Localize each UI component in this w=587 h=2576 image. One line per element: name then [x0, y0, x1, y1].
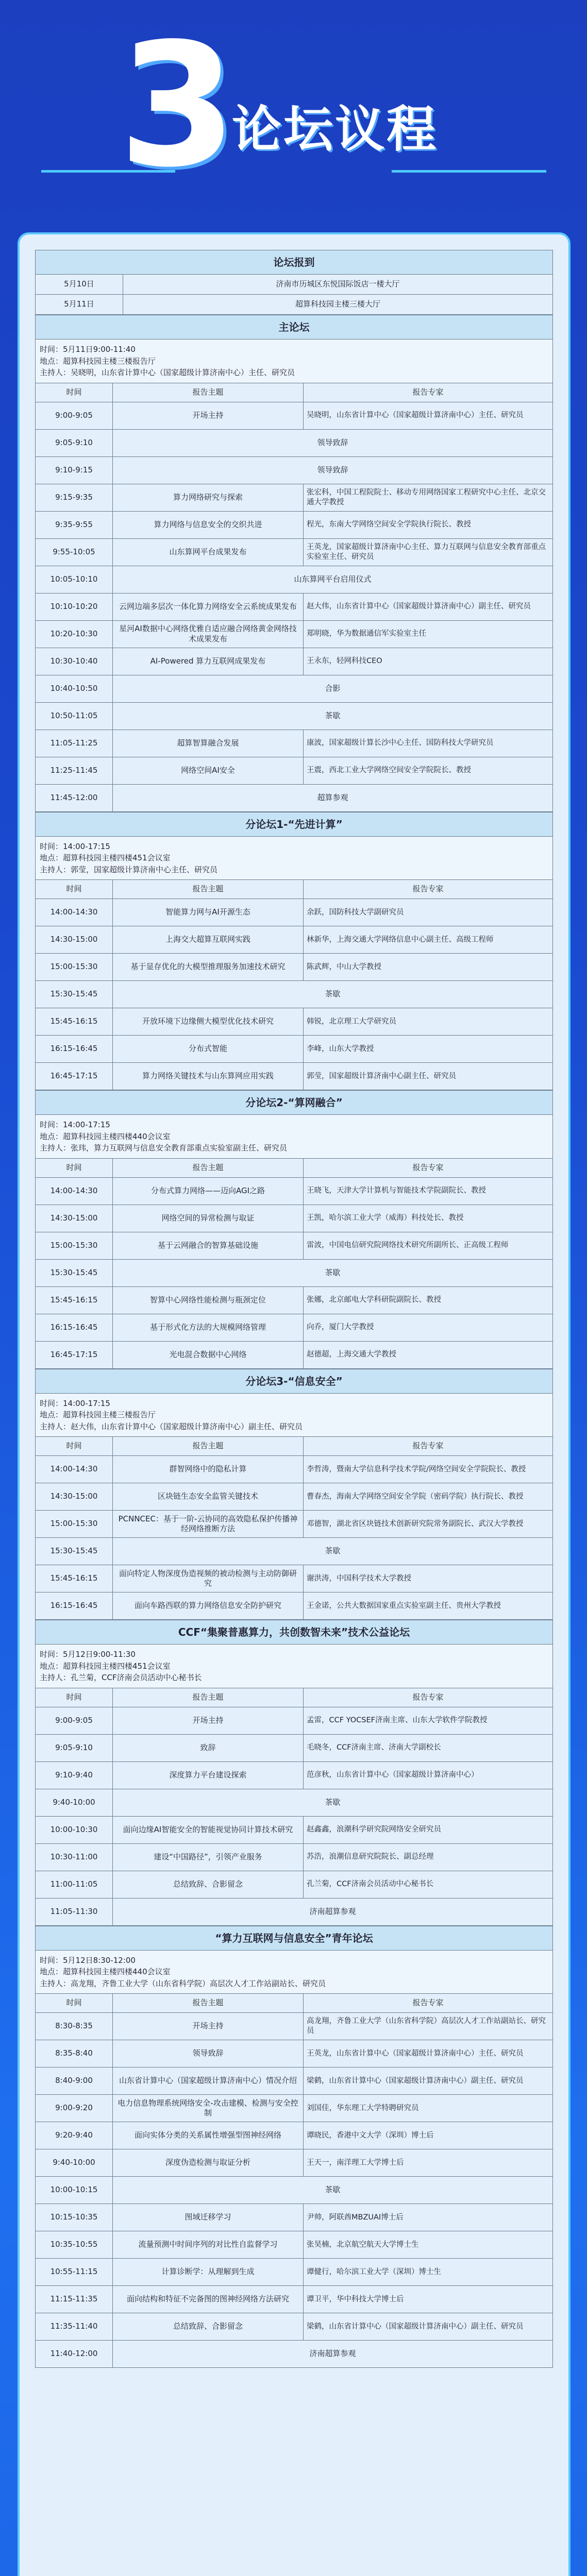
agenda-topic: 总结致辞、合影留念 [113, 1871, 304, 1898]
column-header: 报告专家 [304, 1994, 553, 2013]
agenda-topic: 面向特定人物深度伪造视频的被动检测与主动防御研究 [113, 1565, 304, 1592]
agenda-topic: 开场主持 [113, 402, 304, 429]
agenda-row [36, 511, 553, 538]
agenda-time: 15:00-15:30 [36, 1232, 113, 1259]
agenda-time: 10:00-10:15 [36, 2177, 113, 2204]
agenda-row [36, 648, 553, 675]
agenda-time: 11:00-11:05 [36, 1871, 113, 1898]
agenda-time: 11:05-11:25 [36, 730, 113, 757]
agenda-time: 9:40-10:00 [36, 2149, 113, 2177]
column-header: 报告主题 [113, 1994, 304, 2013]
agenda-topic: 致辞 [113, 1734, 304, 1761]
column-header: 报告主题 [113, 1437, 304, 1456]
agenda-topic: 算力网络关键技术与山东算网应用实践 [113, 1063, 304, 1090]
agenda-time: 16:45-17:15 [36, 1063, 113, 1090]
agenda-topic: 分布式算力网络——迈向AGI之路 [113, 1177, 304, 1205]
agenda-speaker: 雷波，中国电信研究院网络技术研究所副所长、正高级工程师 [304, 1232, 553, 1259]
agenda-time: 9:00-9:05 [36, 402, 113, 429]
section-info [36, 1950, 553, 1994]
agenda-topic: 面向结构和特征不完备图的图神经网络方法研究 [113, 2286, 304, 2313]
agenda-row [36, 484, 553, 511]
agenda-item: 茶歇 [113, 702, 553, 730]
agenda-row [36, 429, 553, 456]
agenda-time: 9:35-9:55 [36, 511, 113, 538]
section-title: “算力互联网与信息安全”青年论坛 [36, 1926, 553, 1950]
agenda-speaker: 赵鑫鑫，浪潮科学研究院网络安全研究员 [304, 1816, 553, 1843]
agenda-speaker: 林新华，上海交通大学网络信息中心副主任、高级工程师 [304, 926, 553, 954]
agenda-topic: 面向边缘AI智能安全的智能视觉协同计算技术研究 [113, 1816, 304, 1843]
agenda-topic: 深度伪造检测与取证分析 [113, 2149, 304, 2177]
agenda-time: 8:40-9:00 [36, 2067, 113, 2095]
checkin-title: 论坛报到 [36, 250, 553, 275]
agenda-topic: 算力网络与信息安全的交织共进 [113, 511, 304, 538]
agenda-time: 9:10-9:40 [36, 1761, 113, 1789]
section-info-line: 主持人：吴晓明，山东省计算中心（国家超级计算济南中心）主任、研究员 [40, 368, 295, 377]
checkin-table [35, 250, 553, 315]
agenda-topic: 光电混合数据中心网络 [113, 1341, 304, 1368]
agenda-row [36, 2149, 553, 2177]
agenda-time: 9:10-9:15 [36, 456, 113, 484]
agenda-row [36, 2341, 553, 2368]
agenda-row [36, 784, 553, 811]
agenda-row [36, 1008, 553, 1036]
agenda-row [36, 1592, 553, 1620]
column-header: 报告主题 [113, 880, 304, 899]
agenda-topic: 智能算力网与AI开源生态 [113, 899, 304, 926]
agenda-speaker: 郭莹，国家超级计算济南中心副主任、研究员 [304, 1063, 553, 1090]
agenda-time: 14:00-14:30 [36, 899, 113, 926]
checkin-date: 5月10日 [36, 275, 123, 295]
agenda-row [36, 1483, 553, 1511]
agenda-row [36, 1734, 553, 1761]
agenda-topic: 图域迁移学习 [113, 2204, 304, 2231]
agenda-time: 9:55-10:05 [36, 538, 113, 566]
agenda-topic: 网络空间的异常检测与取证 [113, 1205, 304, 1232]
agenda-time: 10:00-10:30 [36, 1816, 113, 1843]
agenda-section-table [35, 1090, 553, 1369]
agenda-speaker: 王晓飞，天津大学计算机与智能技术学院副院长、教授 [304, 1177, 553, 1205]
agenda-time: 10:35-10:55 [36, 2231, 113, 2259]
agenda-row [36, 1341, 553, 1368]
agenda-time: 10:50-11:05 [36, 702, 113, 730]
agenda-speaker: 王凯，哈尔滨工业大学（威海）科技处长、教授 [304, 1205, 553, 1232]
agenda-speaker: 梁鹤，山东省计算中心（国家超级计算济南中心）副主任、研究员 [304, 2067, 553, 2095]
agenda-topic: 云网边端多层次一体化算力网络安全云系统成果发布 [113, 593, 304, 620]
agenda-time: 8:35-8:40 [36, 2040, 113, 2067]
agenda-item: 茶歇 [113, 1789, 553, 1816]
agenda-row [36, 1538, 553, 1565]
agenda-time: 8:30-8:35 [36, 2013, 113, 2040]
agenda-topic: 群智网络中的隐私计算 [113, 1456, 304, 1483]
agenda-speaker: 谭晓民，香港中文大学（深圳）博士后 [304, 2122, 553, 2149]
agenda-row [36, 981, 553, 1008]
agenda-topic: 开场主持 [113, 2013, 304, 2040]
agenda-topic: 计算诊断学：从理解到生成 [113, 2259, 304, 2286]
agenda-time: 15:30-15:45 [36, 1538, 113, 1565]
section-info-line: 主持人：张玮，算力互联网与信息安全教育部重点实验室副主任、研究员 [40, 1143, 288, 1153]
column-header: 时间 [36, 1158, 113, 1177]
agenda-time: 9:00-9:20 [36, 2095, 113, 2122]
section-info [36, 340, 553, 383]
agenda-time: 9:00-9:05 [36, 1707, 113, 1734]
agenda-speaker: 韩锐，北京理工大学研究员 [304, 1008, 553, 1036]
agenda-item: 领导致辞 [113, 456, 553, 484]
agenda-time: 10:05-10:10 [36, 566, 113, 593]
agenda-time: 15:00-15:30 [36, 1511, 113, 1538]
agenda-row [36, 402, 553, 429]
column-header: 报告主题 [113, 1688, 304, 1707]
column-header: 时间 [36, 1994, 113, 2013]
agenda-time: 15:30-15:45 [36, 1259, 113, 1286]
agenda-row [36, 1314, 553, 1341]
column-header: 时间 [36, 880, 113, 899]
agenda-row [36, 1286, 553, 1314]
column-header: 报告专家 [304, 880, 553, 899]
agenda-time: 10:30-11:00 [36, 1843, 113, 1871]
agenda-topic: PCNNCEC：基于一阶-云协同的高效隐私保护传播神经网络推断方法 [113, 1511, 304, 1538]
section-info-line: 地点：超算科技园主楼三楼报告厅 [40, 356, 156, 366]
agenda-time: 14:30-15:00 [36, 1483, 113, 1511]
agenda-time: 11:05-11:30 [36, 1898, 113, 1925]
section-info-line: 地点：超算科技园主楼四楼440会议室 [40, 1967, 171, 1976]
agenda-row [36, 2204, 553, 2231]
section-info-line: 时间：5月12日9:00-11:30 [40, 1650, 136, 1659]
agenda-time: 15:45-16:15 [36, 1565, 113, 1592]
decorative-line [392, 170, 546, 173]
agenda-section-table [35, 315, 553, 812]
agenda-time: 11:45-12:00 [36, 784, 113, 811]
agenda-time: 16:15-16:45 [36, 1592, 113, 1620]
section-info-line: 时间：5月12日8:30-12:00 [40, 1955, 136, 1965]
agenda-row [36, 1259, 553, 1286]
agenda-time: 9:15-9:35 [36, 484, 113, 511]
agenda-topic: 超算智算融合发展 [113, 730, 304, 757]
section-info [36, 836, 553, 880]
agenda-section-table [35, 1620, 553, 1926]
agenda-time: 10:10-10:20 [36, 593, 113, 620]
agenda-topic: 基于云网融合的智算基础设施 [113, 1232, 304, 1259]
column-header: 报告主题 [113, 383, 304, 402]
column-header: 报告专家 [304, 1437, 553, 1456]
header-banner [0, 0, 587, 205]
column-header: 报告专家 [304, 383, 553, 402]
agenda-item: 领导致辞 [113, 429, 553, 456]
agenda-speaker: 向乔，厦门大学教授 [304, 1314, 553, 1341]
agenda-time: 10:40-10:50 [36, 675, 113, 702]
agenda-row [36, 593, 553, 620]
agenda-row [36, 2013, 553, 2040]
agenda-topic: 分布式智能 [113, 1036, 304, 1063]
column-header: 报告专家 [304, 1688, 553, 1707]
agenda-row [36, 1843, 553, 1871]
agenda-time: 9:05-9:10 [36, 1734, 113, 1761]
section-info-line: 地点：超算科技园主楼四楼440会议室 [40, 1131, 171, 1141]
agenda-speaker: 王永东，轻网科技CEO [304, 648, 553, 675]
agenda-speaker: 康波，国家超级计算长沙中心主任、国防科技大学研究员 [304, 730, 553, 757]
agenda-row [36, 1871, 553, 1898]
agenda-row [36, 2122, 553, 2149]
agenda-row [36, 954, 553, 981]
agenda-speaker: 王天一，南洋理工大学博士后 [304, 2149, 553, 2177]
agenda-topic: 基于形式化方法的大规模网络管理 [113, 1314, 304, 1341]
section-title: 分论坛3-“信息安全” [36, 1369, 553, 1393]
section-info [36, 1115, 553, 1159]
agenda-speaker: 刘国佳，华东理工大学特聘研究员 [304, 2095, 553, 2122]
agenda-row [36, 899, 553, 926]
agenda-speaker: 王金诺，公共大数据国家重点实验室副主任、贵州大学教授 [304, 1592, 553, 1620]
agenda-time: 16:15-16:45 [36, 1036, 113, 1063]
agenda-topic: 开放环境下边缘侧大模型优化技术研究 [113, 1008, 304, 1036]
agenda-time: 14:30-15:00 [36, 926, 113, 954]
agenda-time: 11:40-12:00 [36, 2341, 113, 2368]
agenda-topic: 面向实体分类的关系属性增强型图神经网络 [113, 2122, 304, 2149]
agenda-row [36, 702, 553, 730]
agenda-time: 15:45-16:15 [36, 1286, 113, 1314]
agenda-speaker: 曹春杰，海南大学网络空间安全学院（密码学院）执行院长、教授 [304, 1483, 553, 1511]
agenda-topic: 深度算力平台建设探索 [113, 1761, 304, 1789]
section-title: 分论坛2-“算网融合” [36, 1091, 553, 1115]
section-info [36, 1645, 553, 1688]
agenda-row [36, 1177, 553, 1205]
section-info-line: 时间：14:00-17:15 [40, 1120, 110, 1129]
agenda-speaker: 赵德超，上海交通大学教授 [304, 1341, 553, 1368]
agenda-time: 11:25-11:45 [36, 757, 113, 784]
agenda-speaker: 谭卫平，华中科技大学博士后 [304, 2286, 553, 2313]
agenda-row [36, 1707, 553, 1734]
section-info-line: 地点：超算科技园主楼三楼报告厅 [40, 1410, 156, 1419]
agenda-row [36, 456, 553, 484]
agenda-topic: 面向车路西联的算力网络信息安全防护研究 [113, 1592, 304, 1620]
agenda-topic: 基于显存优化的大模型推理服务加速技术研究 [113, 954, 304, 981]
agenda-topic: 山东省计算中心（国家超级计算济南中心）情况介绍 [113, 2067, 304, 2095]
column-header: 报告专家 [304, 1158, 553, 1177]
section-title: 主论坛 [36, 315, 553, 340]
agenda-row [36, 2067, 553, 2095]
agenda-section-table [35, 1369, 553, 1620]
agenda-section-table [35, 1926, 553, 2368]
column-header: 报告主题 [113, 1158, 304, 1177]
agenda-time: 10:55-11:15 [36, 2259, 113, 2286]
column-header: 时间 [36, 1688, 113, 1707]
checkin-date: 5月11日 [36, 295, 123, 315]
agenda-time: 10:20-10:30 [36, 620, 113, 648]
agenda-time: 9:05-9:10 [36, 429, 113, 456]
agenda-row [36, 1761, 553, 1789]
agenda-row [36, 2231, 553, 2259]
agenda-topic: 区块链生态安全监管关键技术 [113, 1483, 304, 1511]
agenda-item: 茶歇 [113, 1538, 553, 1565]
agenda-speaker: 张娜，北京邮电大学科研院副院长、教授 [304, 1286, 553, 1314]
agenda-topic: 总结致辞、合影留念 [113, 2313, 304, 2341]
agenda-speaker: 王英龙，山东省计算中心（国家超级计算济南中心）主任、研究员 [304, 2040, 553, 2067]
agenda-speaker: 孔兰菊，CCF济南会员活动中心秘书长 [304, 1871, 553, 1898]
agenda-topic: AI-Powered 算力互联网成果发布 [113, 648, 304, 675]
agenda-item: 超算参观 [113, 784, 553, 811]
agenda-row [36, 1205, 553, 1232]
agenda-speaker: 梁鹤，山东省计算中心（国家超级计算济南中心）副主任、研究员 [304, 2313, 553, 2341]
agenda-speaker: 郑明晓，华为数据通信军实验室主任 [304, 620, 553, 648]
agenda-row [36, 926, 553, 954]
section-info-line: 主持人：高龙翔，齐鲁工业大学（山东省科学院）高层次人才工作站副站长、研究员 [40, 1978, 326, 1988]
section-info [36, 1393, 553, 1437]
section-info-line: 主持人：郭莹，国家超级计算济南中心主任、研究员 [40, 865, 218, 874]
agenda-item: 茶歇 [113, 2177, 553, 2204]
agenda-row [36, 757, 553, 784]
agenda-speaker: 毛晓冬，CCF济南主席、济南大学副校长 [304, 1734, 553, 1761]
section-info-line: 地点：超算科技园主楼四楼451会议室 [40, 853, 171, 862]
agenda-speaker: 吴晓明，山东省计算中心（国家超级计算济南中心）主任、研究员 [304, 402, 553, 429]
agenda-row [36, 1456, 553, 1483]
agenda-time: 16:45-17:15 [36, 1341, 113, 1368]
agenda-row [36, 2095, 553, 2122]
agenda-speaker: 程光，东南大学网络空间安全学院执行院长、教授 [304, 511, 553, 538]
agenda-row [36, 538, 553, 566]
agenda-speaker: 陈武辉，中山大学教授 [304, 954, 553, 981]
agenda-topic: 算力网络研究与探索 [113, 484, 304, 511]
agenda-item: 济南超算参观 [113, 2341, 553, 2368]
agenda-topic: 智算中心网络性能检测与瓶颈定位 [113, 1286, 304, 1314]
agenda-time: 15:00-15:30 [36, 954, 113, 981]
agenda-time: 9:40-10:00 [36, 1789, 113, 1816]
agenda-speaker: 范彦秋，山东省计算中心（国家超级计算济南中心） [304, 1761, 553, 1789]
agenda-topic: 领导致辞 [113, 2040, 304, 2067]
agenda-row [36, 2259, 553, 2286]
agenda-speaker: 余跃，国防科技大学副研究员 [304, 899, 553, 926]
agenda-row [36, 1898, 553, 1925]
agenda-row [36, 2040, 553, 2067]
agenda-speaker: 谭健行，哈尔滨工业大学（深圳）博士生 [304, 2259, 553, 2286]
agenda-speaker: 赵大伟，山东省计算中心（国家超级计算济南中心）副主任、研究员 [304, 593, 553, 620]
page-title: 论坛议程 [232, 100, 438, 158]
agenda-time: 11:15-11:35 [36, 2286, 113, 2313]
agenda-time: 11:35-11:40 [36, 2313, 113, 2341]
agenda-speaker: 孟雷，CCF YOCSEF济南主席、山东大学软件学院教授 [304, 1707, 553, 1734]
agenda-row [36, 1789, 553, 1816]
agenda-speaker: 张昊楠，北京航空航天大学博士生 [304, 2231, 553, 2259]
agenda-topic: 建设“中国路径”，引领产业服务 [113, 1843, 304, 1871]
agenda-time: 14:00-14:30 [36, 1456, 113, 1483]
agenda-topic: 电力信息物理系统网络安全-攻击建模、检测与安全控制 [113, 2095, 304, 2122]
agenda-speaker: 李哲涛，暨南大学信息科学技术学院/网络空间安全学院院长、教授 [304, 1456, 553, 1483]
section-info-line: 时间：5月11日9:00-11:40 [40, 345, 136, 354]
column-header: 时间 [36, 1437, 113, 1456]
agenda-topic: 开场主持 [113, 1707, 304, 1734]
agenda-topic: 星河AI数据中心网络优雅自适应融合网络黄金网络技术成果发布 [113, 620, 304, 648]
agenda-time: 15:45-16:15 [36, 1008, 113, 1036]
agenda-time: 14:00-14:30 [36, 1177, 113, 1205]
agenda-row [36, 620, 553, 648]
agenda-speaker: 王震，西北工业大学网络空间安全学院院长、教授 [304, 757, 553, 784]
section-title: 分论坛1-“先进计算” [36, 812, 553, 836]
agenda-row [36, 566, 553, 593]
agenda-row [36, 1232, 553, 1259]
agenda-speaker: 张宏科，中国工程院院士、移动专用网络国家工程研究中心主任、北京交通大学教授 [304, 484, 553, 511]
agenda-speaker: 尹帅，阿联酋MBZUAI博士后 [304, 2204, 553, 2231]
agenda-topic: 山东算网平台成果发布 [113, 538, 304, 566]
agenda-row [36, 730, 553, 757]
section-info-line: 时间：14:00-17:15 [40, 1398, 110, 1408]
section-info-line: 时间：14:00-17:15 [40, 841, 110, 851]
checkin-place: 济南市历城区东悦国际饭店一楼大厅 [123, 275, 553, 295]
agenda-item: 合影 [113, 675, 553, 702]
agenda-speaker: 苏浩，浪潮信息研究院院长、副总经理 [304, 1843, 553, 1871]
agenda-topic: 上海交大超算互联网实践 [113, 926, 304, 954]
column-header: 时间 [36, 383, 113, 402]
agenda-row [36, 1063, 553, 1090]
agenda-row [36, 1816, 553, 1843]
section-number: 3 [119, 7, 237, 205]
agenda-time: 10:30-10:40 [36, 648, 113, 675]
section-info-line: 主持人：孔兰菊，CCF济南会员活动中心秘书长 [40, 1673, 202, 1682]
agenda-speaker: 邓德智，湖北省区块链技术创新研究院常务副院长、武汉大学教授 [304, 1511, 553, 1538]
agenda-speaker: 高龙翔，齐鲁工业大学（山东省科学院）高层次人才工作站副站长、研究员 [304, 2013, 553, 2040]
agenda-time: 16:15-16:45 [36, 1314, 113, 1341]
agenda-sections [20, 315, 568, 2368]
agenda-item: 茶歇 [113, 1259, 553, 1286]
agenda-time: 15:30-15:45 [36, 981, 113, 1008]
agenda-item: 茶歇 [113, 981, 553, 1008]
section-title: CCF“集聚普惠算力，共创数智未来”技术公益论坛 [36, 1620, 553, 1645]
agenda-topic: 流量预测中时间序列的对比性自监督学习 [113, 2231, 304, 2259]
agenda-row [36, 675, 553, 702]
agenda-speaker: 谢洪涛，中国科学技术大学教授 [304, 1565, 553, 1592]
agenda-topic: 网络空间AI安全 [113, 757, 304, 784]
agenda-speaker: 李峰，山东大学教授 [304, 1036, 553, 1063]
agenda-item: 山东算网平台启用仪式 [113, 566, 553, 593]
agenda-time: 14:30-15:00 [36, 1205, 113, 1232]
checkin-place: 超算科技园主楼三楼大厅 [123, 295, 553, 315]
section-info-line: 主持人：赵大伟，山东省计算中心（国家超级计算济南中心）副主任、研究员 [40, 1421, 303, 1431]
agenda-speaker: 王英龙，国家超级计算济南中心主任、算力互联网与信息安全教育部重点实验室主任、研究员 [304, 538, 553, 566]
section-info-line: 地点：超算科技园主楼四楼451会议室 [40, 1661, 171, 1671]
agenda-row [36, 2286, 553, 2313]
agenda-section-table [35, 812, 553, 1091]
agenda-time: 9:20-9:40 [36, 2122, 113, 2149]
agenda-row [36, 2177, 553, 2204]
agenda-row [36, 2313, 553, 2341]
agenda-panel [20, 234, 568, 2576]
agenda-item: 济南超算参观 [113, 1898, 553, 1925]
agenda-row [36, 1036, 553, 1063]
agenda-time: 10:15-10:35 [36, 2204, 113, 2231]
agenda-row [36, 1511, 553, 1538]
agenda-row [36, 1565, 553, 1592]
